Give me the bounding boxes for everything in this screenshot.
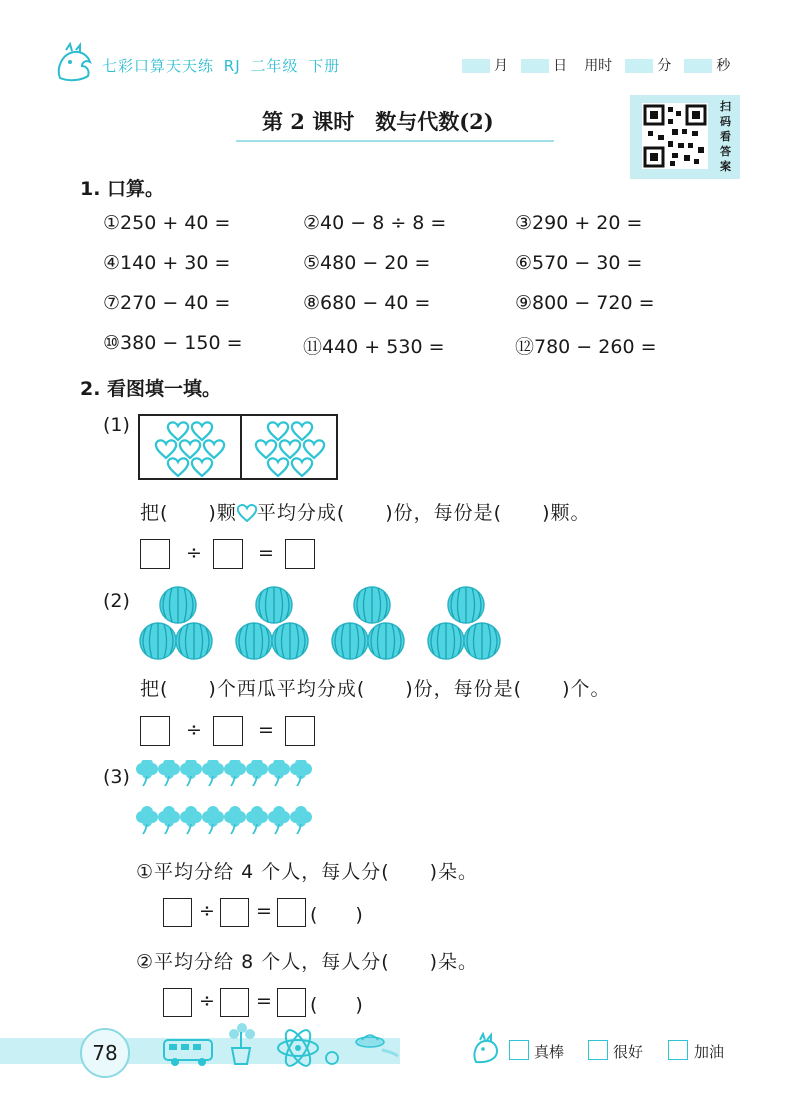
heart-icon — [192, 422, 212, 440]
p2-answer-box-2[interactable] — [213, 716, 243, 746]
flower-icon — [136, 760, 158, 786]
p1-sentence — [140, 498, 590, 527]
rating-label-good: 很好 — [613, 1043, 644, 1061]
watermelon-icon — [176, 623, 212, 659]
month-field[interactable] — [462, 59, 490, 73]
p3-q1-div-sign: ÷ — [199, 900, 215, 922]
p3-q2: ②平均分给 8 个人，每人分( )朵。 — [136, 951, 479, 973]
watermelon-icon — [428, 623, 464, 659]
atom-icon — [278, 1027, 318, 1068]
problem-10: ⑩380 − 150 = — [103, 332, 243, 354]
watermelon-icon — [332, 623, 368, 659]
time-used-label: 用时 — [584, 58, 613, 74]
flower-icon — [180, 806, 202, 834]
p1-div-sign: ÷ — [186, 542, 202, 564]
heart-icon — [168, 422, 188, 440]
problem-8: ⑧680 − 40 = — [303, 292, 431, 314]
flower-icon — [290, 760, 312, 786]
problem-6: ⑥570 − 30 = — [515, 252, 643, 274]
qr-caption — [720, 99, 734, 174]
heart-icon — [204, 440, 224, 458]
problem-9: ⑨800 − 720 = — [515, 292, 655, 314]
heart-icon — [256, 440, 276, 458]
section1-heading: 1. 口算。 — [80, 178, 165, 200]
flower-icon — [202, 760, 224, 786]
qr-caption-char: 答 — [720, 145, 731, 158]
p1-answer-box-1[interactable] — [140, 539, 170, 569]
qr-caption-char: 案 — [720, 160, 731, 173]
p3-q1-unit: ( ) — [310, 904, 363, 926]
p1-label: (1) — [103, 414, 130, 436]
flower-icon — [158, 760, 180, 786]
month-label: 月 — [494, 58, 508, 74]
p3-q2-box-2[interactable] — [220, 988, 249, 1017]
watermelon-icon — [140, 623, 176, 659]
heart-icon — [304, 440, 324, 458]
p1-hearts — [140, 416, 336, 478]
grade: 二年级 — [250, 57, 299, 75]
p3-q2-unit: ( ) — [310, 994, 363, 1016]
p2-answer-box-3[interactable] — [285, 716, 315, 746]
title-underline — [236, 140, 554, 142]
watermelon-icon — [272, 623, 308, 659]
watermelon-icon — [354, 587, 390, 623]
page-number: 78 — [80, 1028, 130, 1078]
watermelon-icon — [464, 623, 500, 659]
problem-2: ②40 − 8 ÷ 8 = — [303, 212, 447, 234]
p2-watermelons — [136, 586, 506, 662]
p3-q2-box-1[interactable] — [163, 988, 192, 1017]
heart-icon — [268, 458, 288, 476]
heart-icon — [237, 502, 257, 527]
problem-3: ③290 + 20 = — [515, 212, 643, 234]
qr-code-icon[interactable] — [642, 103, 708, 169]
watermelon-icon — [236, 623, 272, 659]
p3-q2-div-sign: ÷ — [199, 990, 215, 1012]
flower-icon — [158, 806, 180, 834]
ufo-icon — [356, 1035, 398, 1056]
rating-checkbox-good[interactable] — [588, 1040, 608, 1060]
problem-1: ①250 + 40 = — [103, 212, 231, 234]
problem-11: ⑪440 + 530 = — [303, 336, 445, 358]
p3-label: (3) — [103, 766, 130, 788]
p3-q2-box-3[interactable] — [277, 988, 306, 1017]
p1-sentence-a: 把( )颗 — [140, 502, 237, 524]
series-name: 七彩口算天天练 — [102, 57, 215, 75]
flower-icon — [224, 760, 246, 786]
bus-icon — [164, 1040, 212, 1066]
qr-caption-char: 看 — [720, 130, 731, 143]
qr-panel[interactable] — [630, 95, 740, 179]
p3-q1-box-1[interactable] — [163, 898, 192, 927]
qr-caption-char: 扫 — [720, 100, 731, 113]
watermelon-icon — [368, 623, 404, 659]
rating-checkbox-great[interactable] — [509, 1040, 529, 1060]
header-mascot-icon — [52, 42, 96, 86]
p3-q1: ①平均分给 4 个人，每人分( )朵。 — [136, 861, 479, 883]
second-label: 秒 — [716, 58, 731, 74]
p3-flowers — [136, 760, 316, 842]
heart-icon — [268, 422, 288, 440]
heart-icon — [156, 440, 176, 458]
minute-label: 分 — [657, 58, 672, 74]
flower-icon — [268, 760, 290, 786]
p2-answer-box-1[interactable] — [140, 716, 170, 746]
flower-icon — [180, 760, 202, 786]
footer-decorations — [160, 1022, 400, 1068]
p2-sentence: 把( )个西瓜平均分成( )份，每份是( )个。 — [140, 678, 611, 700]
rating-mascot-icon — [470, 1032, 500, 1066]
header-series — [102, 55, 340, 76]
watermelon-icon — [160, 587, 196, 623]
ball-icon — [326, 1052, 338, 1064]
p1-eq-sign: = — [258, 542, 274, 564]
p1-heart-frame — [138, 414, 338, 480]
heart-icon — [192, 458, 212, 476]
p1-answer-box-3[interactable] — [285, 539, 315, 569]
potted-plant-icon — [229, 1023, 255, 1064]
flower-icon — [202, 806, 224, 834]
problem-4: ④140 + 30 = — [103, 252, 231, 274]
flower-icon — [246, 806, 268, 834]
date-time-fields — [462, 55, 738, 75]
heart-icon — [292, 422, 312, 440]
rating-checkbox-keep-going[interactable] — [668, 1040, 688, 1060]
flower-icon — [246, 760, 268, 786]
watermelon-icon — [256, 587, 292, 623]
day-label: 日 — [553, 58, 568, 74]
section2-heading: 2. 看图填一填。 — [80, 378, 222, 400]
watermelon-icon — [448, 587, 484, 623]
minute-field[interactable] — [625, 59, 653, 73]
flower-icon — [136, 806, 158, 834]
volume: 下册 — [308, 57, 341, 75]
p3-q1-eq-sign: = — [256, 900, 272, 922]
p3-q2-eq-sign: = — [256, 990, 272, 1012]
p2-label: (2) — [103, 590, 130, 612]
problem-7: ⑦270 − 40 = — [103, 292, 231, 314]
problem-5: ⑤480 − 20 = — [303, 252, 431, 274]
flower-icon — [268, 806, 290, 834]
p3-q1-box-2[interactable] — [220, 898, 249, 927]
p1-sentence-b: 平均分成( )份，每份是( )颗。 — [256, 502, 591, 524]
p2-div-sign: ÷ — [186, 719, 202, 741]
flower-icon — [290, 806, 312, 834]
p3-q1-box-3[interactable] — [277, 898, 306, 927]
qr-caption-char: 码 — [720, 115, 731, 128]
p2-eq-sign: = — [258, 719, 274, 741]
day-field[interactable] — [521, 59, 549, 73]
edition: RJ — [223, 57, 241, 75]
problem-12: ⑫780 − 260 = — [515, 336, 657, 358]
flower-icon — [224, 806, 246, 834]
heart-icon — [292, 458, 312, 476]
p1-answer-box-2[interactable] — [213, 539, 243, 569]
rating-label-keep-going: 加油 — [694, 1043, 725, 1061]
lesson-title: 第 2 课时 数与代数(2) — [262, 109, 494, 134]
heart-icon — [180, 440, 200, 458]
rating-label-great: 真棒 — [534, 1043, 565, 1061]
heart-icon — [168, 458, 188, 476]
second-field[interactable] — [684, 59, 712, 73]
heart-icon — [280, 440, 300, 458]
